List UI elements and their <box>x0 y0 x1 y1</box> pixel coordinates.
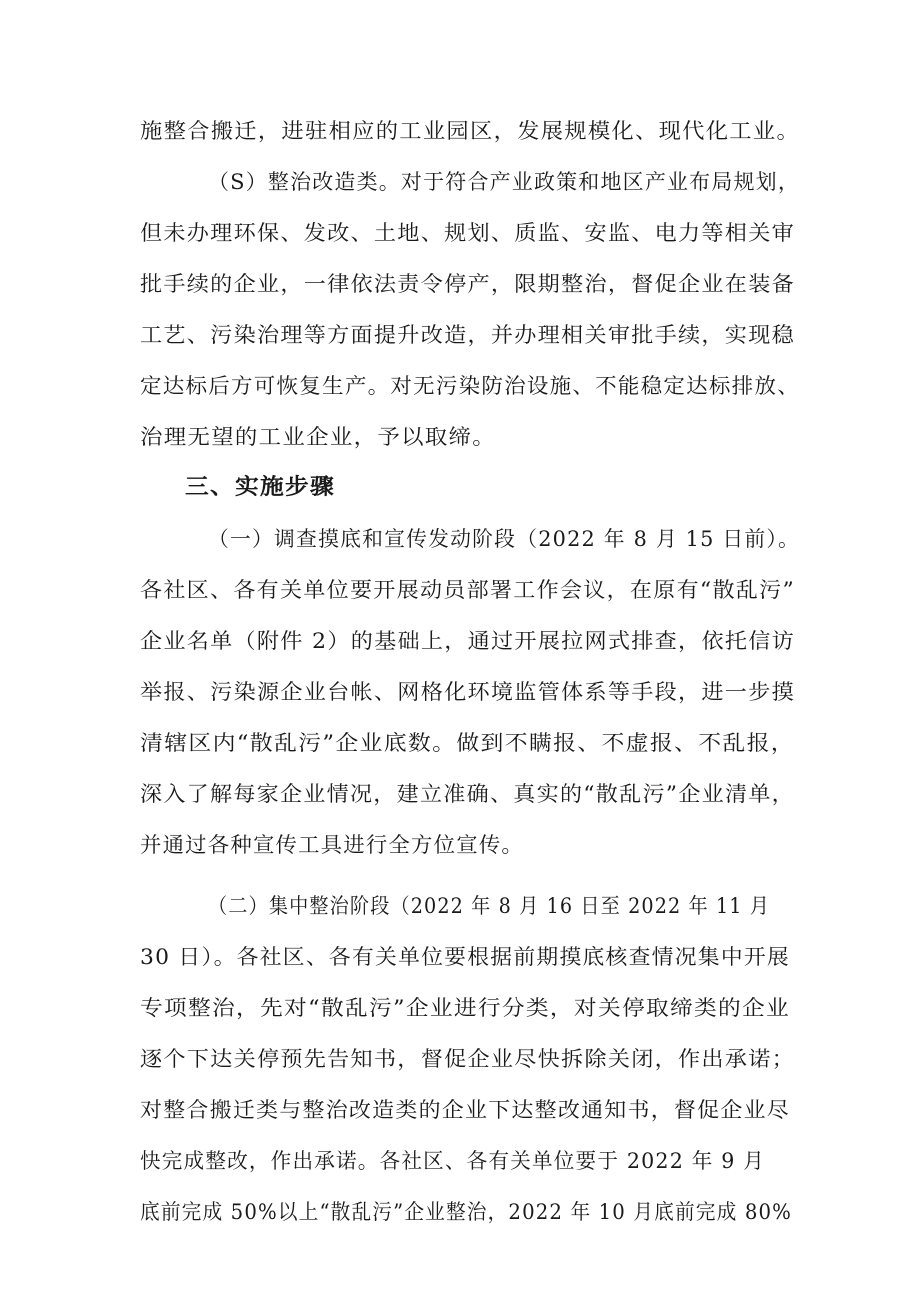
text-line: 专项整治，先对“散乱污”企业进行分类，对关停取缔类的企业 <box>140 996 791 1020</box>
text-line: 逐个下达关停预先告知书，督促企业尽快拆除关闭，作出承诺； <box>140 1047 795 1071</box>
text-line: 施整合搬迁，进驻相应的工业园区，发展规模化、现代化工业。 <box>140 119 801 143</box>
text-line: 各社区、各有关单位要开展动员部署工作会议，在原有“散乱污” <box>140 578 796 602</box>
text-line: 企业名单（附件 2）的基础上，通过开展拉网式排查，依托信访 <box>140 629 795 653</box>
text-line: 清辖区内“散乱污”企业底数。做到不瞒报、不虚报、不乱报， <box>140 731 795 755</box>
text-line: 定达标后方可恢复生产。对无污染防治设施、不能稳定达标排放、 <box>140 374 800 398</box>
text-line: 并通过各种宣传工具进行全方位宣传。 <box>140 833 525 857</box>
text-line: 快完成整改，作出承诺。各社区、各有关单位要于 2022 年 9 月 <box>140 1149 766 1173</box>
text-line: （S）整治改造类。对于符合产业政策和地区产业布局规划， <box>208 170 801 194</box>
text-line: 工艺、污染治理等方面提升改造，并办理相关审批手续，实现稳 <box>140 323 795 347</box>
text-line: 底前完成 50%以上“散乱污”企业整治，2022 年 10 月底前完成 80% <box>140 1200 793 1224</box>
text-line: 治理无望的工业企业，予以取缔。 <box>140 425 497 449</box>
text-line: 举报、污染源企业台帐、网格化环境监管体系等手段，进一步摸 <box>140 680 795 704</box>
text-line: 30 日）。各社区、各有关单位要根据前期摸底核查情况集中开展 <box>140 945 791 969</box>
text-line: 对整合搬迁类与整治改造类的企业下达整改通知书，督促企业尽 <box>140 1098 791 1122</box>
text-line: 深入了解每家企业情况，建立准确、真实的“散乱污”企业清单， <box>140 782 796 806</box>
text-line: 批手续的企业，一律依法责令停产，限期整治，督促企业在装备 <box>140 272 795 296</box>
text-line: 但未办理环保、发改、土地、规划、质监、安监、电力等相关审 <box>140 221 795 245</box>
text-line: （二）集中整治阶段（2022 年 8 月 16 日至 2022 年 11 月 <box>208 894 771 918</box>
text-line: （一）调查摸底和宣传发动阶段（2022 年 8 月 15 日前）。 <box>208 527 801 551</box>
paragraph-continuation <box>0 109 920 153</box>
section-heading: 三、实施步骤 <box>185 475 336 500</box>
